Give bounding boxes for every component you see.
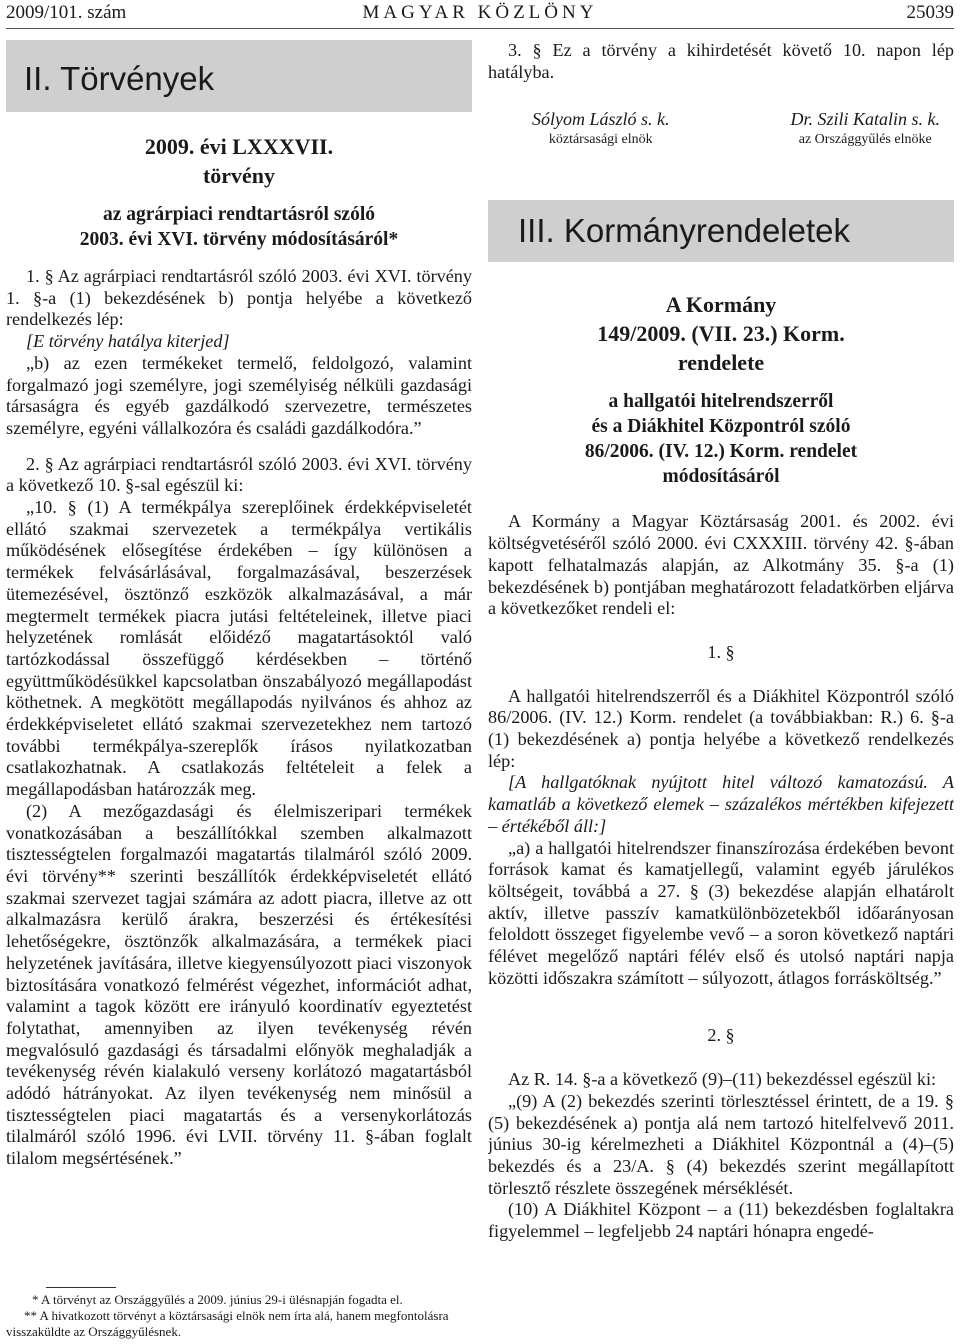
law-subtitle-line-1: az agrárpiaci rendtartásról szóló — [102, 204, 376, 225]
section-banner-decrees: III. Kormányrendeletek — [488, 200, 954, 262]
signer-2-name: Dr. Szili Katalin s. k. — [790, 109, 940, 130]
signer-2 — [790, 109, 940, 148]
decree-section-2-quote-2: (10) A Diákhitel Központ – a (11) bekezdésben foglaltakra figyelemmel – legfeljebb 24 naptári hónapra engedé- — [488, 1199, 954, 1242]
law-section-1-quote: „b) az ezen termékeket termelő, feldolgozó, valamint forgalmazó jogi személyre, jogi személyiség nélküli gazdasági társaságra és egyéb gazdálkodó szervezetre, természetes személyre, egyéni vállalkozóra és családi gazdálkodóra.” — [6, 352, 472, 438]
decree-section-1-text: A hallgatói hitelrendszerről és a Diákhitel Központról szóló 86/2006. (IV. 12.) Korm. rendelet (a továbbiakban: R.) 6. §-a (1) bekezdésének a) pontja helyébe a következő rendelkezés lép: — [488, 685, 954, 771]
law-section-1-bracket: [E törvény hatálya kiterjed] — [26, 331, 230, 352]
signatures — [488, 109, 954, 148]
signer-1-name: Sólyom László s. k. — [532, 109, 670, 130]
decree-subtitle-4: módosításáról — [662, 466, 780, 488]
decree-section-2-heading: 2. § — [707, 1025, 735, 1046]
law-subtitle-line-2: 2003. évi XVI. törvény módosításáról* — [79, 229, 399, 250]
decree-issuer: A Kormány — [665, 292, 777, 318]
issue-number: 2009/101. szám — [6, 2, 127, 23]
decree-subtitle-1: a hallgatói hitelrendszerről — [608, 391, 834, 413]
footnotes — [6, 1287, 472, 1340]
decree-word: rendelete — [677, 350, 765, 376]
signer-1 — [532, 109, 670, 148]
law-section-1: 1. § Az agrárpiaci rendtartásról szóló 2003. évi XVI. törvény 1. §-a (1) bekezdésének b) pontja helyébe a következő rendelkezés lép: — [6, 266, 472, 330]
decree-number: 149/2009. (VII. 23.) Korm. — [597, 321, 845, 347]
footnote-2: ** A hivatkozott törvényt a köztársasági elnök nem írta alá, hanem megfontolásra visszaküldte az Országgyűlésnek. — [6, 1308, 449, 1339]
journal-title: MAGYAR KÖZLÖNY — [362, 2, 598, 23]
law-section-2: 2. § Az agrárpiaci rendtartásról szóló 2003. évi XVI. törvény a következő 10. §-sal egészül ki: — [6, 453, 472, 496]
footnote-1: * A törvényt az Országgyűlés a 2009. június 29-i ülésnapján fogadta el. — [32, 1292, 403, 1307]
page-number: 25039 — [906, 2, 954, 23]
decree-subtitle-2: és a Diákhitel Központról szóló — [591, 416, 851, 438]
decree-section-2-quote-1: „(9) A (2) bekezdés szerinti törlesztéssel érintett, de a 19. § (5) bekezdésének a) pontja alá nem tartozó hitelfelvevő 2011. június 30-ig kérelmezheti a Diákhitel Központnál a (4)–(5) bekezdés és a 23/A. § (4) bekezdés szerint megállapított törlesztő részlete összegének mérséklését. — [488, 1090, 954, 1198]
signer-1-role: köztársasági elnök — [548, 132, 653, 148]
law-section-2-para-2: (2) A mezőgazdasági és élelmiszeripari termékek vonatkozásában a beszállítókkal szemben alkalmazott tisztességtelen forgalmazói magatartás tilalmáról szóló 2009. évi törvény** szerinti beszállítók érdekképviseletét ellátó szakmai szervezet tagjai számára az adott piacra, illetve az ott alkalmazásra kerülő árakra, beszerzési és értékesítési lehetőségekre, ösztönzők alkalmazására, a termékek piaci helyzetének javítására, illetve kiegyensúlyozott piaci viszonyok biztosítására vonatkozó felmérést végezhet, információt adhat, valamint a tagok között ere irányuló koordinatív egyeztetést folytathat, amennyiben az ilyen tevékenység révén megvalósuló gazdasági és társadalmi előnyök meghaladják a tevékenység révén kialakuló verseny korlátozó magatartásból adódó hátrányokat. Az ilyen tevékenység nem minősül a tisztességtelen piaci magatartás és a versenykorlátozás tilalmáról szóló 1996. évi LVII. törvény 11. §-ában foglalt tilalom megsértésének.” — [6, 800, 472, 1169]
signer-2-role: az Országgyűlés elnöke — [798, 132, 932, 148]
decree-section-2-text: Az R. 14. §-a a következő (9)–(11) bekezdéssel egészül ki: — [508, 1069, 937, 1090]
section-banner-laws: II. Törvények — [6, 40, 472, 112]
page-header — [6, 2, 954, 29]
footnote-rule — [46, 1287, 116, 1288]
decree-section-1-bracket: [A hallgatóknak nyújtott hitel változó kamatozású. A kamatláb a következő elemek – százalékos mértékben kifejezett – értékéből áll:] — [488, 772, 954, 836]
law-word: törvény — [202, 163, 276, 188]
left-column — [6, 40, 472, 1344]
right-column — [488, 40, 954, 1344]
decree-subtitle-3: 86/2006. (IV. 12.) Korm. rendelet — [584, 441, 858, 463]
decree-section-1-quote: „a) a hallgatói hitelrendszer finanszírozása érdekében bevont források kamat és kamatjellegű, valamint egyéb járulékos költségeit, továbbá a 27. § (3) bekezdése alapján elhatárolt aktív, illetve passzív kamatkülönbözetekből időarányosan feloldott összeget figyelembe vevő – a soron következő naptári félévet megelőző naptári félév első és utolsó naptári napja közötti időszakra számított – súlyozott, átlagos forrásköltség.” — [488, 837, 954, 988]
law-number: 2009. évi LXXXVII. — [144, 134, 334, 159]
law-section-2-para-1: „10. § (1) A termékpálya szereplőinek érdekképviseletét ellátó szakmai szervezetek a termékpálya vertikális működésének elősegítése érdekében – így különösen a termékek felvásárlásával, forgalmazásával, beszerzések ütemezésével, ösztönző eszközök alkalmazásával, a már megtermelt termékek piacra jutási feltételeinek, illetve piaci helyzetének romlását előidéző magatartásoktól való tartózkodással összefüggő kérdésekben – történő együttműködésükkel kapcsolatban önszabályozó megállapodást köthetnek. A megkötött megállapodás nyilvános és ahhoz az érdekképviseletet ellátó szakmai szervezetekhez nem tartozó további termékpálya-szereplők írásos nyilatkozatban csatlakozhatnak. A csatlakozás feltételeit a felek a megállapodásban határozzák meg. — [6, 497, 472, 800]
decree-preamble: A Kormány a Magyar Köztársaság 2001. és 2002. évi költségvetéséről szóló 2000. évi CXXXIII. törvény 42. §-ában kapott felhatalmazás alapján, az Alkotmány 35. §-a (1) bekezdésének b) pontjában meghatározott feladatkörben eljárva a következőket rendeli el: — [488, 511, 954, 619]
decree-section-1-heading: 1. § — [707, 641, 735, 662]
law-section-3: 3. § Ez a törvény a kihirdetését követő 10. napon lép hatályba. — [488, 40, 954, 82]
